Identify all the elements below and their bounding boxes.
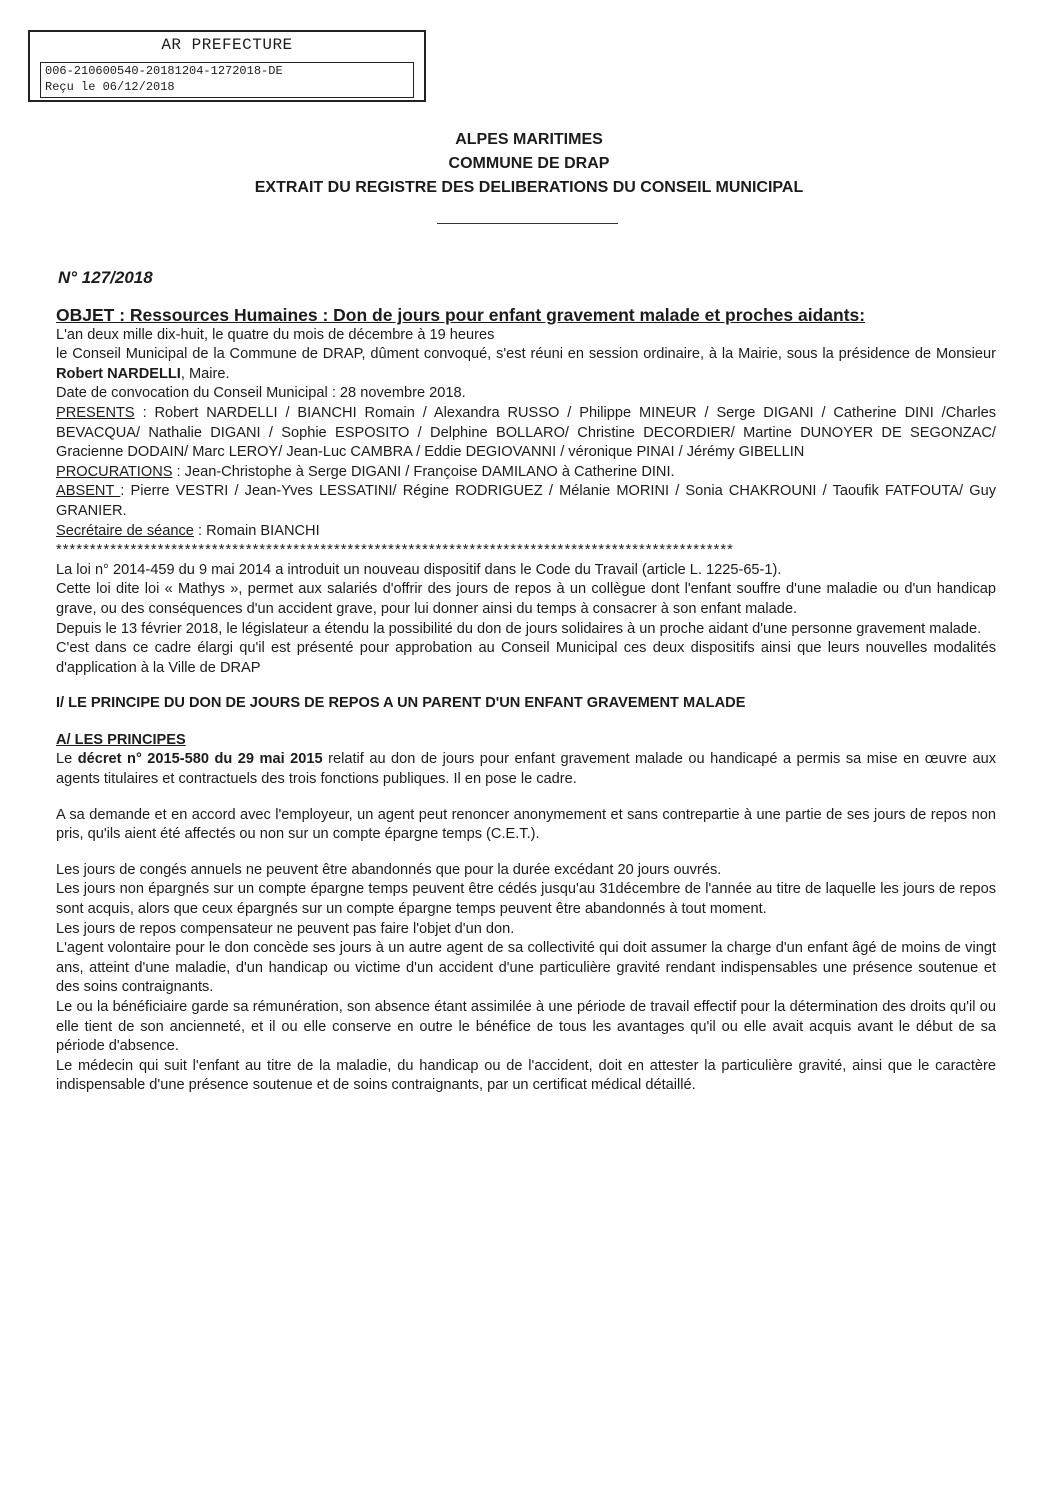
document-header [0, 128, 1058, 200]
asterisk-separator: **************************************************************************************************** [56, 542, 734, 559]
prefecture-stamp [28, 30, 426, 102]
volunteer-agent-paragraph: L'agent volontaire pour le don concède ses jours à un autre agent de sa collectivité qui doit assumer la charge d'un enfant âgé de moins de vingt ans, atteint d'une maladie, d'un handicap ou victime d'un accident d'une particulière gravité rendant indispensables une présence soutenue et des soins contraignants. [56, 940, 996, 996]
intro-text: le Conseil Municipal de la Commune de DRAP, dûment convoqué, s'est réuni en session ordinaire, à la Mairie, sous la présidence de Monsieur [56, 346, 996, 363]
body-paragraph-mathys: Cette loi dite loi « Mathys », permet aux salariés d'offrir des jours de repos à un collègue dont l'enfant souffre d'une maladie ou d'un handicap grave, ou des conséquences d'un accident grave, pour lui donner ainsi du temps à consacrer à son enfant malade. [56, 581, 996, 617]
absent-label: ABSENT [56, 483, 121, 500]
conges-paragraph: Les jours de congés annuels ne peuvent être abandonnés que pour la durée excédant 20 jours ouvrés. [56, 861, 722, 878]
stamp-reference-number: 006-210600540-20181204-1272018-DE [45, 64, 283, 78]
absent-list: : Pierre VESTRI / Jean-Yves LESSATINI/ Régine RODRIGUEZ / Mélanie MORINI / Sonia CHAKROUNI / Taoufik FATFOUTA/ Guy GRANIER. [56, 483, 996, 519]
presents-list: : Robert NARDELLI / BIANCHI Romain / Alexandra RUSSO / Philippe MINEUR / Serge DIGANI / Catherine DINI /Charles BEVACQUA/ Nathalie DIGANI / Sophie ESPOSITO / Delphine BOLLARO/ Christine DECORDIER/ Martine DUNOYER DE SEGONZAC/ Gracienne DODAIN/ Marc LEROY/ Jean-Luc CAMBRA / Eddie DEGIOVANNI / véronique PINAI / Jérémy GIBELLIN [56, 404, 996, 461]
stamp-received-date: Reçu le 06/12/2018 [45, 80, 175, 94]
body-paragraph-extension: Depuis le 13 février 2018, le législateur a étendu la possibilité du don de jours solidaires à un proche aidant d'une personne gravement malade. [56, 620, 982, 637]
decree-lead: Le [56, 751, 78, 768]
decree-reference: décret n° 2015-580 du 29 mai 2015 [77, 751, 323, 768]
secretaire-label: Secrétaire de séance [56, 522, 194, 539]
beneficiary-paragraph: Le ou la bénéficiaire garde sa rémunération, son absence étant assimilée à une période de travail effectif pour la détermination des droits qu'il ou elle tient de son ancienneté, et il ou elle conserve en outre le bénéfice de tous les avantages qu'il ou elle avait acquis avant le début de sa période d'absence. [56, 999, 996, 1055]
deliberation-number: N° 127/2018 [58, 268, 153, 287]
stamp-title: AR PREFECTURE [161, 36, 293, 54]
header-commune: COMMUNE DE DRAP [448, 155, 610, 172]
intro-text-end: , Maire. [180, 365, 230, 382]
body-paragraph-context: C'est dans ce cadre élargi qu'il est présenté pour approbation au Conseil Municipal ces deux dispositifs ainsi que leurs nouvelles modalités d'application à la Ville de DRAP [56, 640, 996, 676]
objet-line: OBJET : Ressources Humaines : Don de jours pour enfant gravement malade et proches aidants: [56, 305, 866, 325]
cet-paragraph: Les jours non épargnés sur un compte épargne temps peuvent être cédés jusqu'au 31décembre de l'année au titre de laquelle les jours de repos sont acquis, alors que ceux épargnés sur un compte épargne temps peuvent être abandonnés à tout moment. [56, 881, 996, 918]
presents-paragraph [56, 404, 996, 463]
header-register-title: EXTRAIT DU REGISTRE DES DELIBERATIONS DU CONSEIL MUNICIPAL [254, 179, 804, 196]
secretaire-name: : Romain BIANCHI [193, 522, 320, 539]
repos-compensateur-paragraph: Les jours de repos compensateur ne peuvent pas faire l'objet d'un don. [56, 920, 515, 937]
procurations-list: : Jean-Christophe à Serge DIGANI / Françoise DAMILANO à Catherine DINI. [172, 463, 675, 480]
body-paragraph-law: La loi n° 2014-459 du 9 mai 2014 a introduit un nouveau dispositif dans le Code du Travail (article L. 1225-65-1). [56, 561, 782, 578]
intro-date-line: L'an deux mille dix-huit, le quatre du mois de décembre à 19 heures [56, 326, 495, 343]
agent-request-paragraph: A sa demande et en accord avec l'employeur, un agent peut renoncer anonymement et sans contrepartie à une partie de ses jours de repos non pris, qu'ils aient été affectés ou non sur un compte épargne temps (C.E.T.). [56, 806, 996, 843]
intro-convocation-paragraph [56, 345, 996, 384]
header-divider [437, 223, 618, 224]
secretaire-paragraph [56, 522, 996, 542]
procurations-paragraph [56, 463, 996, 483]
stamp-reference-box [40, 62, 414, 98]
doctor-paragraph: Le médecin qui suit l'enfant au titre de la maladie, du handicap ou de l'accident, doit en attester la particulière gravité, ainsi que le caractère indispensable d'une présence soutenue et de soins contraignants, par un certificat médical détaillé. [56, 1057, 996, 1094]
subsection-heading-a: A/ LES PRINCIPES [56, 731, 186, 748]
section-heading-1: I/ LE PRINCIPE DU DON DE JOURS DE REPOS A UN PARENT D'UN ENFANT GRAVEMENT MALADE [56, 695, 746, 712]
convocation-date: Date de convocation du Conseil Municipal : 28 novembre 2018. [56, 385, 466, 402]
procurations-label: PROCURATIONS [56, 463, 173, 480]
decree-paragraph [56, 750, 996, 789]
mayor-name: Robert NARDELLI [56, 365, 181, 382]
presents-label: PRESENTS [56, 404, 135, 421]
absent-paragraph [56, 482, 996, 521]
header-department: ALPES MARITIMES [455, 131, 603, 148]
document-body [56, 306, 996, 1096]
decree-text: relatif au don de jours pour enfant gravement malade ou handicapé a permis sa mise en œuvre aux agents titulaires et contractuels des trois fonctions publiques. Il en pose le cadre. [56, 751, 996, 788]
